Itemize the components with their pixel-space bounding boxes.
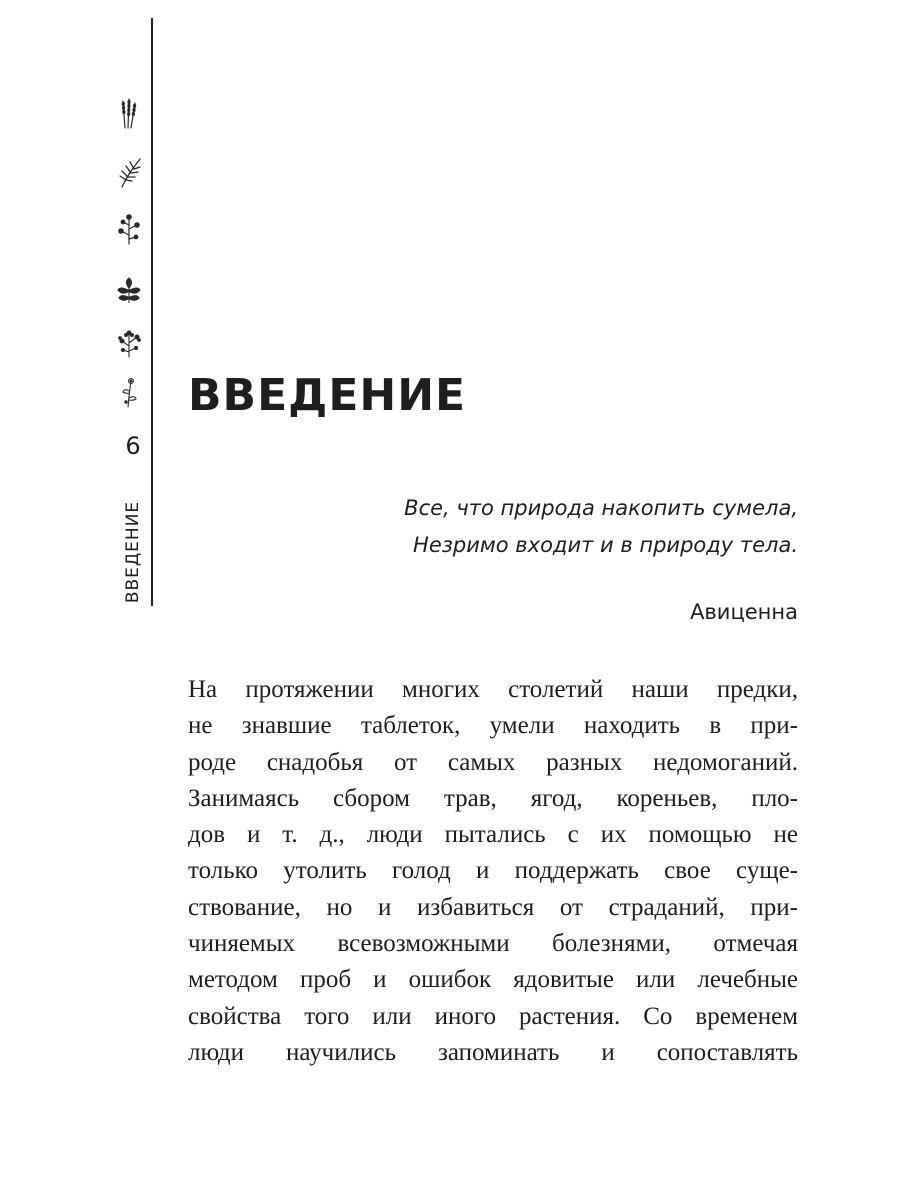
body-line: люди научились запоминать и сопоставлять [188, 1038, 798, 1066]
epigraph-line: Незримо входит и в природу тела. [413, 533, 798, 557]
body-line: дов и т. д., люди пытались с их помощью не [188, 821, 798, 849]
leafy-branch-icon [114, 272, 144, 304]
page-number: 6 [125, 432, 141, 460]
body-line: свойства того или иного растения. Со временем [188, 1002, 798, 1030]
body-line: методом проб и ошибок ядовитые или лечебные [188, 966, 798, 994]
running-head: ВВЕДЕНИЕ [123, 500, 143, 604]
sidebar-vertical-rule [151, 18, 153, 606]
body-paragraph [188, 672, 798, 1071]
small-blossom-icon [114, 376, 144, 408]
body-line: На протяжении многих столетий наши предки, [188, 676, 798, 703]
herb-sprig-icon [114, 213, 144, 245]
epigraph-author: Авиценна [690, 600, 798, 624]
body-line: чиняемых всевозможными болезнями, отмечая [188, 930, 798, 958]
chapter-title: ВВЕДЕНИЕ [188, 370, 467, 421]
body-line: не знавшие таблеток, умели находить в при- [188, 712, 798, 740]
flower-sprig-icon [114, 326, 144, 358]
body-line: Занимаясь сбором трав, ягод, кореньев, пло- [188, 784, 798, 812]
epigraph [404, 490, 798, 564]
body-line: роде снадобья от самых разных недомоганий. [188, 748, 798, 776]
body-line: только утолить голод и поддержать свое суще- [188, 857, 798, 885]
body-line: ствование, но и избавиться от страданий, при- [188, 893, 798, 921]
lavender-icon [114, 97, 144, 129]
fern-frond-icon [114, 156, 144, 188]
epigraph-line: Все, что природа накопить сумела, [404, 496, 798, 520]
